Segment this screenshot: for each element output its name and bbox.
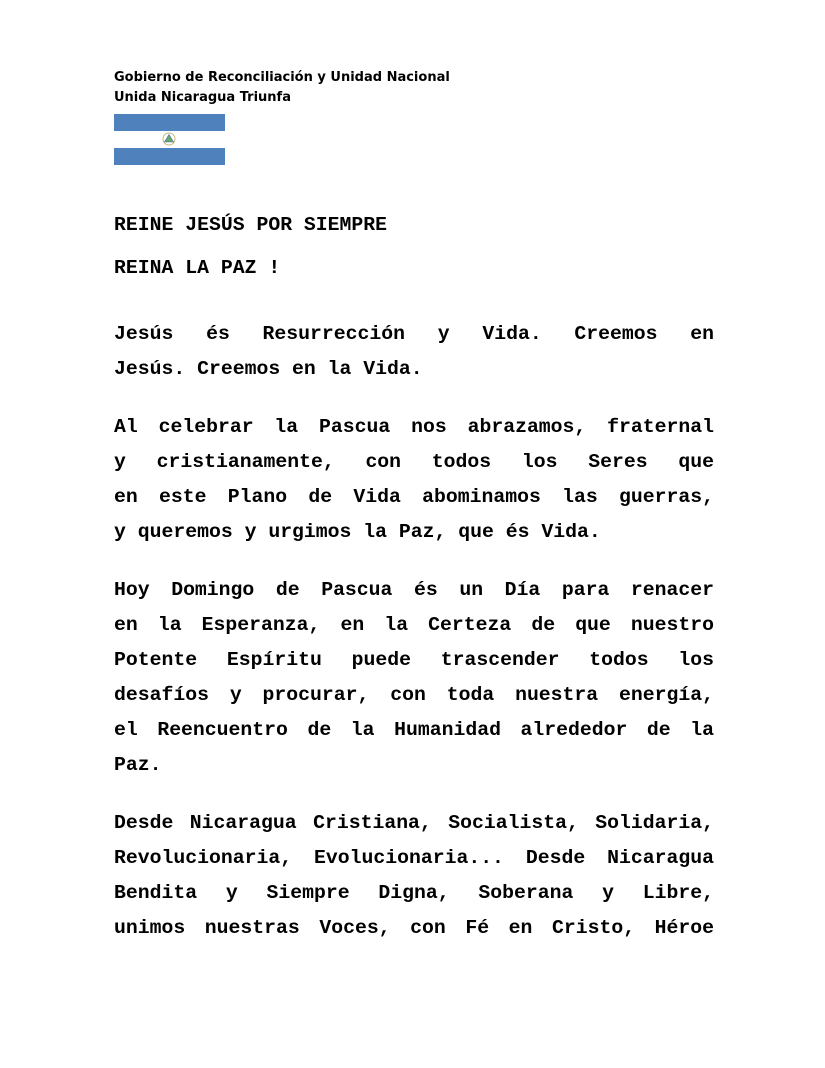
paragraph-line: Jesús. Creemos en la Vida. [114, 358, 423, 380]
title-line-2: REINA LA PAZ ! [114, 257, 281, 279]
paragraph-line: y cristianamente, con todos los Seres que [114, 451, 714, 473]
paragraph [114, 573, 714, 783]
paragraph-line: Jesús és Resurrección y Vida. Creemos en [114, 323, 714, 345]
paragraph [114, 317, 714, 387]
paragraph-line: en la Esperanza, en la Certeza de que nuestro [114, 614, 714, 636]
paragraph-line: Desde Nicaragua Cristiana, Socialista, Solidaria, [114, 812, 714, 834]
letterhead [114, 68, 450, 108]
letterhead-government: Gobierno de Reconciliación y Unidad Nacional [114, 70, 450, 85]
paragraph-line: desafíos y procurar, con toda nuestra energía, [114, 684, 714, 706]
paragraph-line: Revolucionaria, Evolucionaria... Desde Nicaragua [114, 847, 714, 869]
paragraph-line: Potente Espíritu puede trascender todos los [114, 649, 714, 671]
paragraph-line: el Reencuentro de la Humanidad alrededor de la [114, 719, 714, 741]
letterhead-slogan: Unida Nicaragua Triunfa [114, 90, 291, 105]
paragraph-line: Paz. [114, 754, 162, 776]
paragraph [114, 806, 714, 946]
paragraph-line: en este Plano de Vida abominamos las guerras, [114, 486, 714, 508]
nicaragua-flag-icon [114, 114, 225, 165]
paragraph-line: Bendita y Siempre Digna, Soberana y Libre, [114, 882, 714, 904]
paragraph-line: Al celebrar la Pascua nos abrazamos, fraternal [114, 416, 714, 438]
paragraph-line: y queremos y urgimos la Paz, que és Vida. [114, 521, 601, 543]
title-line-1: REINE JESÚS POR SIEMPRE [114, 214, 388, 236]
paragraph-line: Hoy Domingo de Pascua és un Día para renacer [114, 579, 714, 601]
coat-of-arms-icon [162, 132, 176, 146]
paragraphs [114, 317, 714, 969]
paragraph [114, 410, 714, 550]
paragraph-line: unimos nuestras Voces, con Fé en Cristo, Héroe [114, 917, 714, 939]
